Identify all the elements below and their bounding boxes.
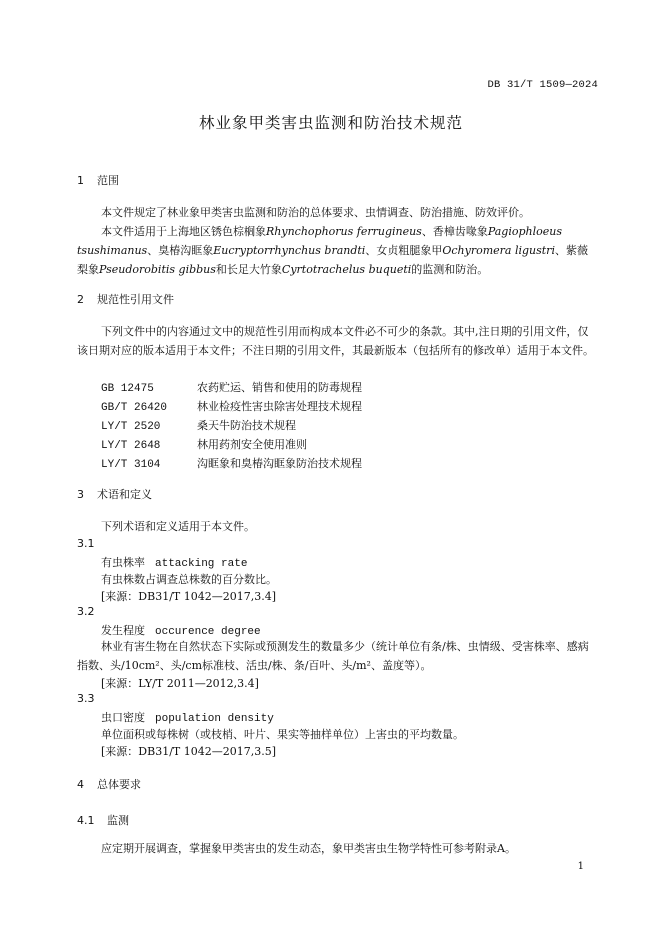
term-number: 3.3 [77,692,95,705]
section-number: 3 [77,488,84,501]
subsection-title: 监测 [107,814,129,827]
subsection-number: 4.1 [77,814,95,827]
reference-item: GB/T 26420 林业检疫性害虫除害处理技术规程 [101,400,362,414]
term-number: 3.1 [77,537,95,550]
term-source: [来源：LY/T 2011—2012,3.4] [101,677,259,690]
reference-item: LY/T 2648 林用药剂安全使用准则 [101,438,307,452]
page-title: 林业象甲类害虫监测和防治技术规范 [198,114,463,132]
section-2-heading [77,291,174,307]
term-heading: 虫口密度 population density [101,711,274,725]
term-heading: 有虫株率 attacking rate [101,556,248,570]
term-definition: 有虫株数占调查总株数的百分数比。 [101,573,277,586]
section-3-heading [77,486,152,502]
term-number: 3.2 [77,605,95,618]
section-1-heading [77,172,119,188]
page-number: 1 [577,861,584,872]
species-name: Cyrtotrachelus buqueti [281,263,412,276]
species-name: Ochyromera ligustri [442,244,555,257]
section-title: 总体要求 [97,778,141,791]
term-definition: 林业有害生物在自然状态下实际或预测发生的数量多少（统计单位有条/株、虫情级、受害株率、感病指数、头/10cm²、头/cm标准枝、活虫/株、条/百叶、头/m²、盖度等）。 [77,640,589,672]
species-name: Rhynchophorus ferrugineus [266,225,422,238]
section-title: 规范性引用文件 [97,293,174,306]
section-4-heading [77,776,141,792]
subsection-4-1-heading [77,812,129,828]
terms-intro: 下列术语和定义适用于本文件。 [101,520,255,533]
section-number: 4 [77,778,84,791]
references-intro: 下列文件中的内容通过文中的规范性引用而构成本文件必不可少的条款。其中,注日期的引用文件，仅该日期对应的版本适用于本文件；不注日期的引用文件，其最新版本（包括所有的修改单）适用于本文件。 [77,325,594,357]
monitoring-paragraph: 应定期开展调查，掌握象甲类害虫的发生动态，象甲类害虫生物学特性可参考附录A。 [101,842,516,855]
species-name: Pagiophloeus tsushimanus [77,225,562,257]
scope-paragraph-2: 本文件适用于上海地区锈色棕榈象Rhynchophorus ferrugineus、香樟齿喙象Pagiophloeus tsushimanus、臭椿沟眶象Eucryptorrhynchus brandti、女贞粗腿象甲Ochyromera ligustri、紫薇梨象Pseudorobitis gibbus和长足大竹象Cyrtotrachelus buqueti的监测和防治。 [77,225,588,276]
reference-item: LY/T 2520 桑天牛防治技术规程 [101,419,296,433]
section-title: 范围 [97,174,119,187]
scope-paragraph-1: 本文件规定了林业象甲类害虫监测和防治的总体要求、虫情调查、防治措施、防效评价。 [101,206,530,219]
term-definition: 单位面积或每株树（或枝梢、叶片、果实等抽样单位）上害虫的平均数量。 [101,728,464,741]
reference-item: GB 12475 农药贮运、销售和使用的防毒规程 [101,381,362,395]
standard-code: DB 31/T 1509—2024 [487,79,598,91]
term-heading: 发生程度 occurence degree [101,624,261,638]
term-source: [来源：DB31/T 1042—2017,3.4] [101,590,277,603]
section-number: 1 [77,174,84,187]
species-name: Eucryptorrhynchus brandti [213,244,366,257]
term-source: [来源：DB31/T 1042—2017,3.5] [101,745,277,758]
species-name: Pseudorobitis gibbus [99,263,216,276]
section-number: 2 [77,293,84,306]
section-title: 术语和定义 [97,488,152,501]
reference-item: LY/T 3104 沟眶象和臭椿沟眶象防治技术规程 [101,457,362,471]
